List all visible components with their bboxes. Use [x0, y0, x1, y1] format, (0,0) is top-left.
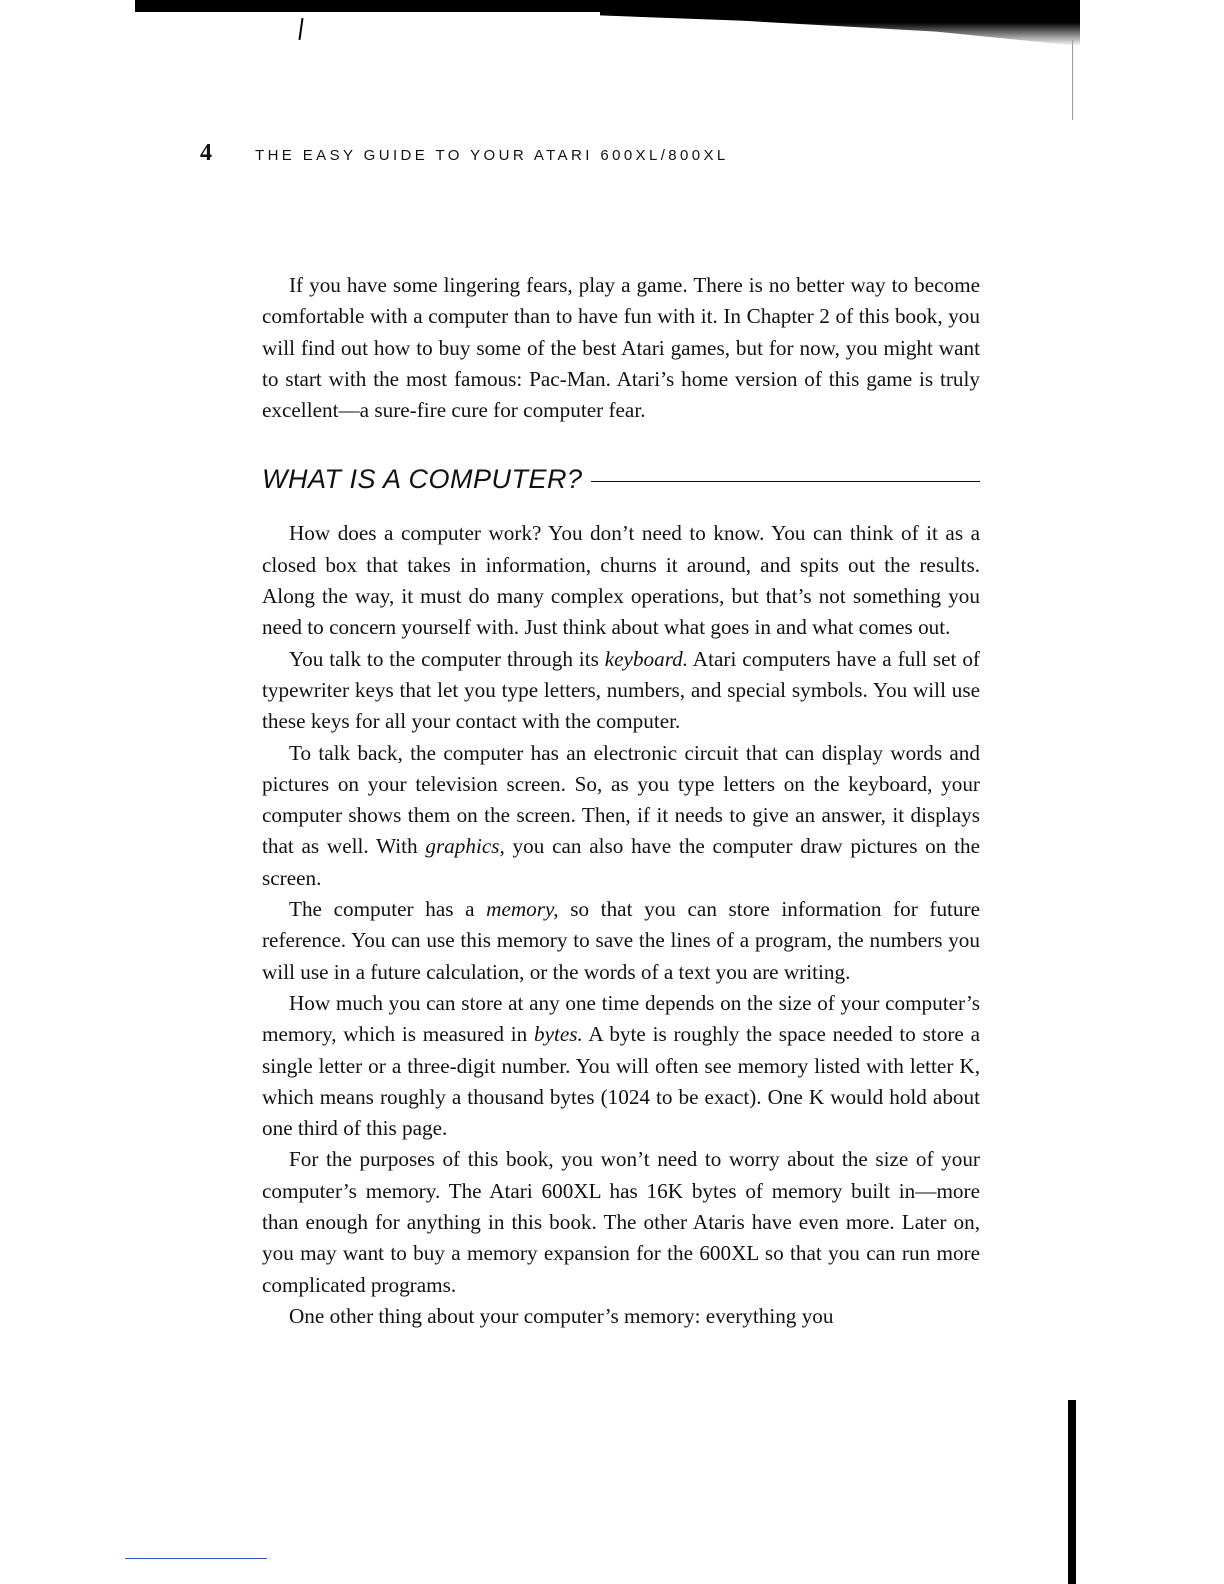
- paragraph-memory-size: For the purposes of this book, you won’t need to worry about the size of your computer’s memory. The Atari 600XL has 16K bytes of memory built in—more than enough for anything in this book. The other Ataris have even more. Later on, you may want to buy a memory expansion for the 600XL so that you can run more complicated programs.: [262, 1147, 980, 1297]
- term-bytes: bytes.: [533, 1022, 583, 1047]
- paragraph-bytes: [262, 988, 980, 1144]
- scan-artifact-top-smear: [600, 10, 1080, 46]
- paragraph-keyboard: [262, 644, 980, 738]
- text-run: A byte is roughly the space needed to store a single letter or a three-digit number. You will often see memory listed with letter K, which means roughly a thousand bytes (1024 to be exact). One K would hold about one third of this page.: [262, 1022, 981, 1141]
- scan-artifact-mark: [298, 18, 303, 40]
- term-memory: memory,: [486, 897, 559, 922]
- section-title: WHAT IS A COMPUTER?: [262, 464, 583, 495]
- scan-artifact-bottom-line: [125, 1558, 267, 1559]
- text-run: Atari computers have a full set of typewriter keys that let you type letters, numbers, and special symbols. You will use these keys for all your contact with the computer.: [262, 646, 980, 734]
- text-run: To talk back, the computer has an electronic circuit that can display words and pictures on your television screen. So, as you type letters on the keyboard, your computer shows them on the screen. Then, if it needs to give an answer, it displays that as well. With: [262, 740, 980, 859]
- text-run: You talk to the computer through its: [289, 646, 605, 671]
- text-run: The computer has a: [289, 897, 487, 922]
- text-run: you can also have the computer draw pictures on the screen.: [262, 834, 981, 890]
- section-rule: [591, 481, 980, 482]
- intro-paragraph: If you have some lingering fears, play a game. There is no better way to become comfortable with a computer than to have fun with it. In Chapter 2 of this book, you will find out how to buy some of the best Atari games, but for now, you might want to start with the most famous: Pac-Man. Atari’s home version of this game is truly excellent—a sure-fire cure for computer fear.: [262, 273, 980, 423]
- page-body: [262, 270, 980, 1332]
- paragraph-continued: One other thing about your computer’s memory: everything you: [289, 1303, 834, 1328]
- term-graphics: graphics,: [425, 834, 505, 859]
- running-head: THE EASY GUIDE TO YOUR ATARI 600XL/800XL: [255, 147, 729, 164]
- text-run: so that you can store information for future reference. You can use this memory to save the lines of a program, the numbers you will use in a future calculation, or the words of a text you are writing.: [262, 897, 980, 984]
- text-run: How much you can store at any one time depends on the size of your computer’s memory, which is measured in: [262, 990, 980, 1047]
- paragraph-how-computer-works: How does a computer work? You don’t need to know. You can think of it as a closed box that takes in information, churns it around, and spits out the results. Along the way, it must do many complex operations, but that’s not something you need to concern yourself with. Just think about what goes in and what comes out.: [262, 521, 980, 640]
- scan-artifact-right-edge: [1068, 1400, 1076, 1584]
- paragraph-memory: [262, 894, 980, 988]
- term-keyboard: keyboard.: [604, 646, 689, 671]
- section-heading: [262, 464, 980, 495]
- page-number: 4: [200, 140, 212, 166]
- scan-artifact-right-line: [1072, 40, 1073, 120]
- page-header: [200, 140, 1000, 170]
- paragraph-graphics: [262, 738, 980, 894]
